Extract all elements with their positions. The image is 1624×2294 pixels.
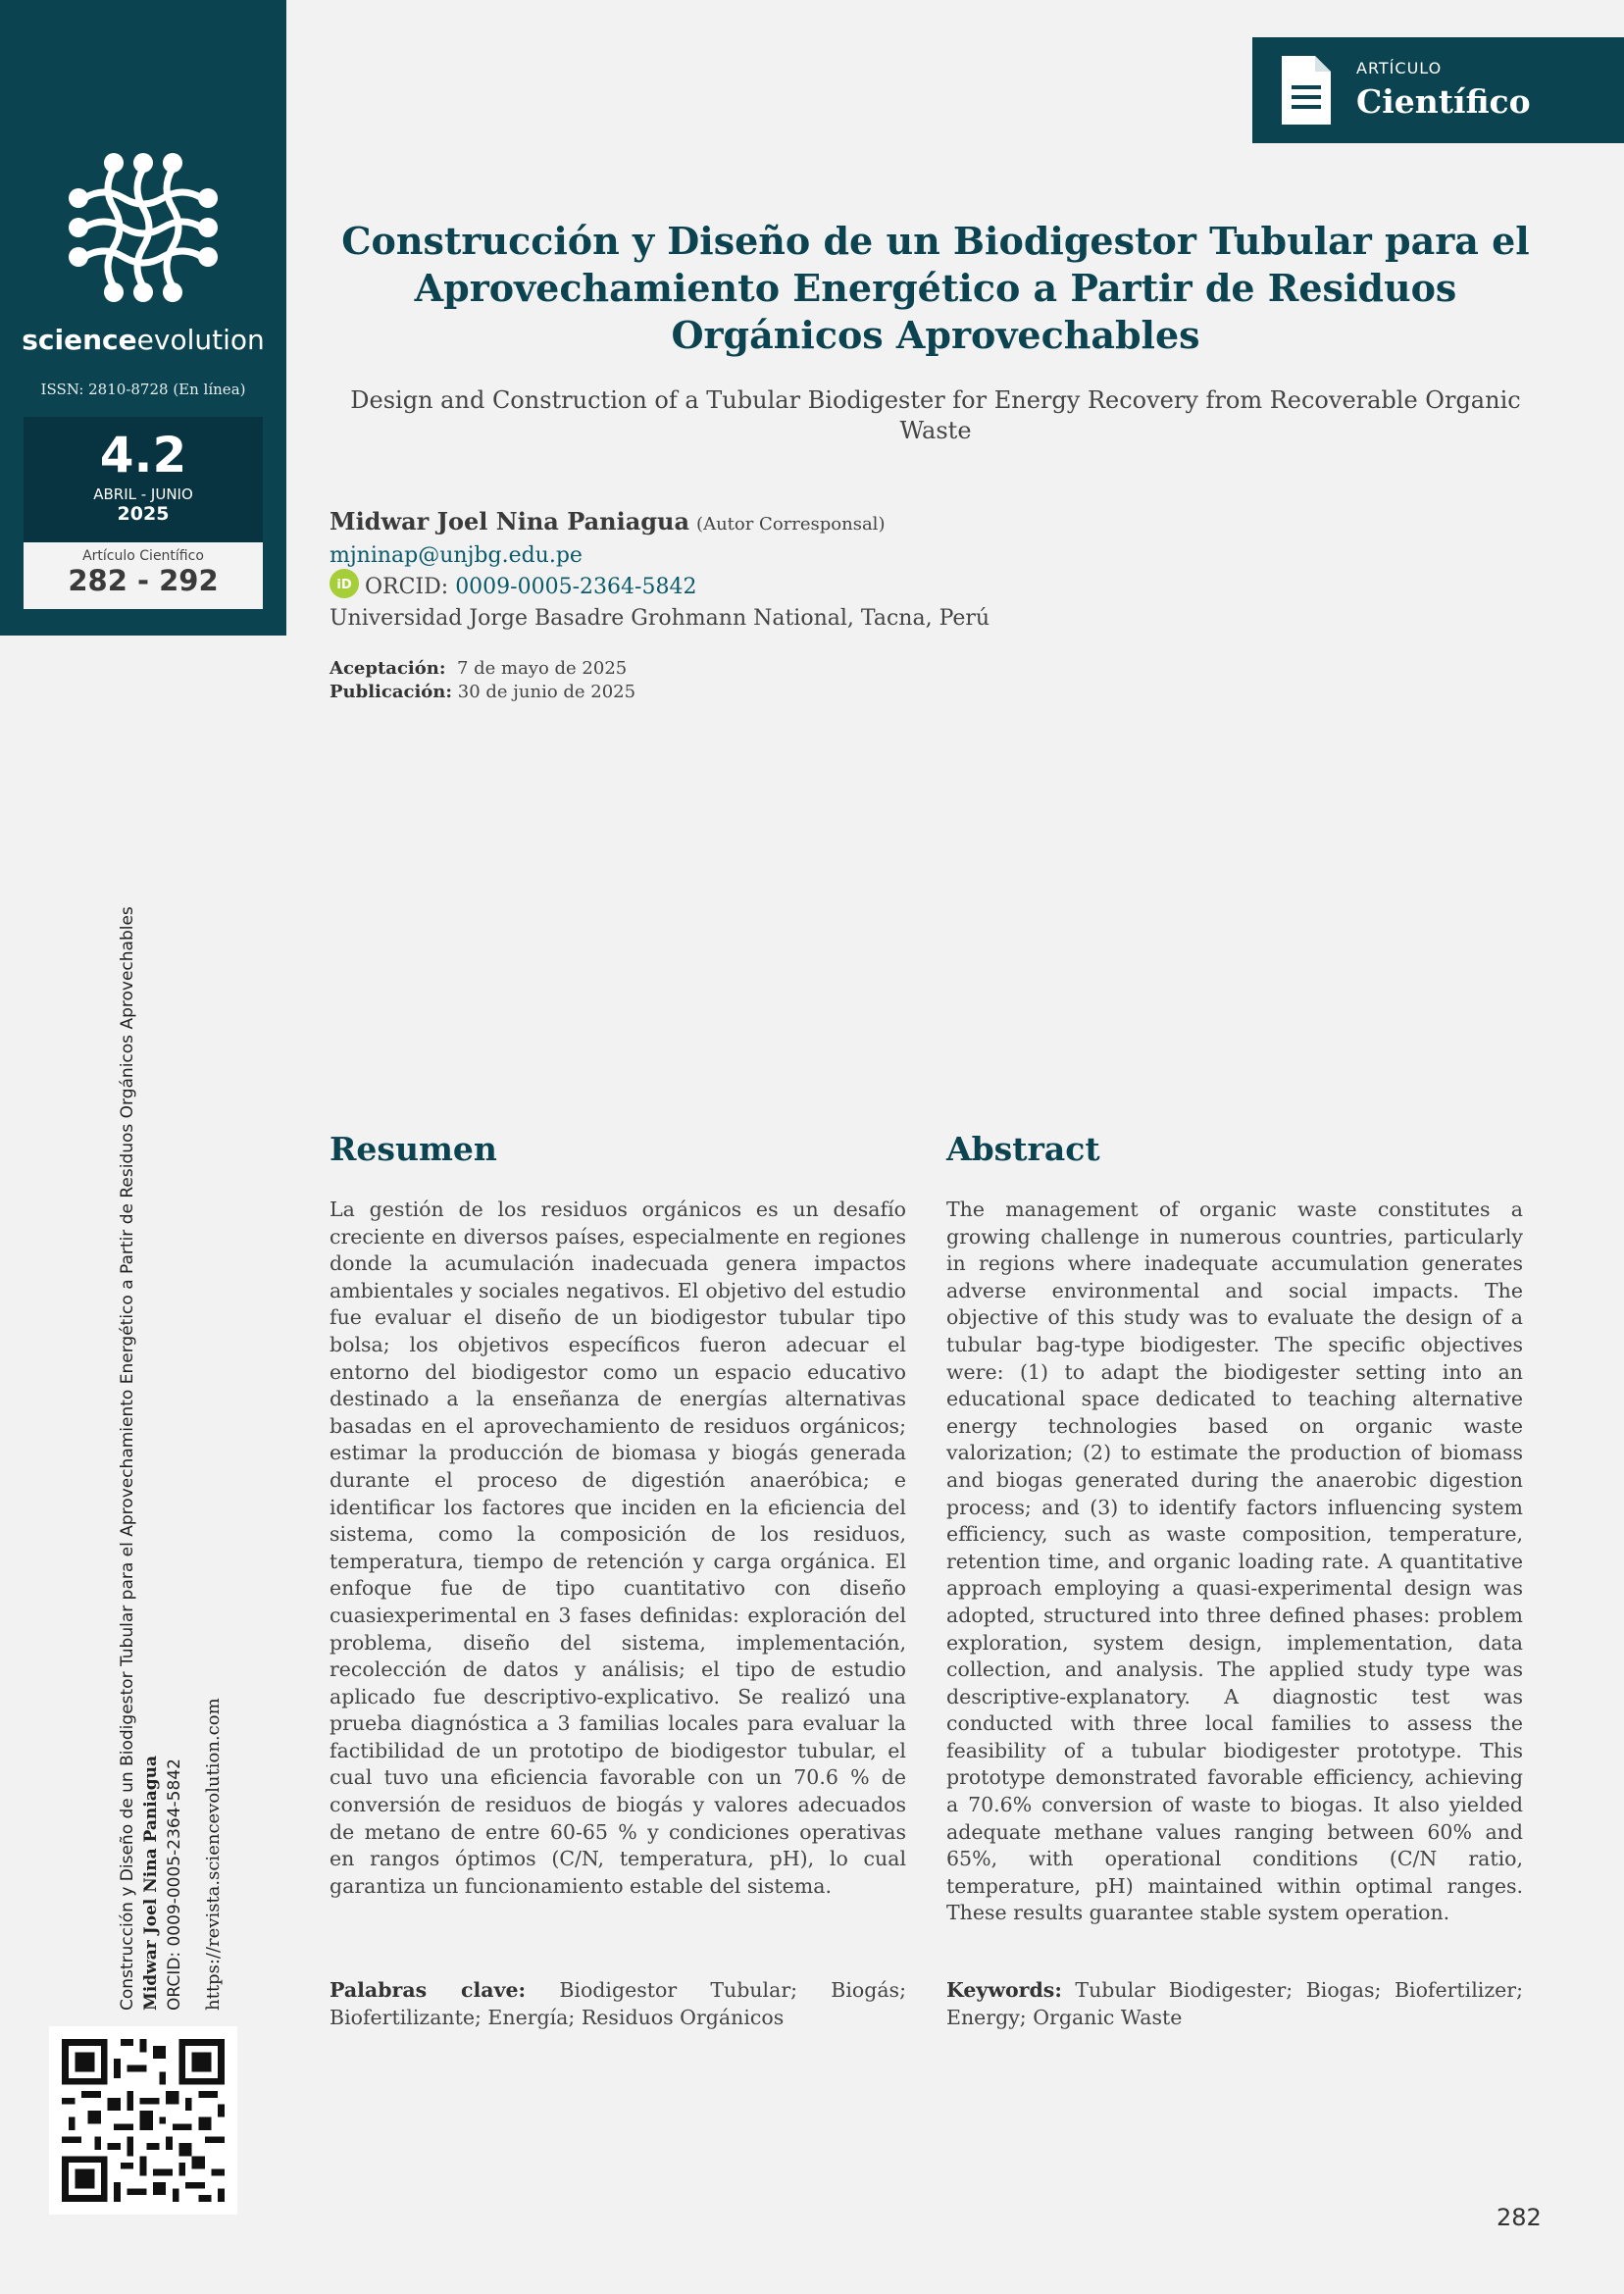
abstract-keywords-label: Keywords:: [946, 1978, 1062, 2002]
issn-label: ISSN: 2810-8728 (En línea): [40, 381, 246, 398]
author-block: [330, 506, 990, 635]
vertical-title: Construcción y Diseño de un Biodigestor Tubular para el Aprovechamiento Energético a Partir de Residuos Orgánicos Aprovechables: [118, 906, 137, 2011]
page-number: 282: [1497, 2204, 1542, 2231]
orcid-label: ORCID:: [365, 575, 449, 599]
journal-name: [0, 324, 286, 356]
acceptance-line: [330, 657, 635, 681]
journal-logo-icon: [63, 147, 224, 308]
resumen-keywords: [330, 1977, 906, 2031]
pages-range: 282 - 292: [68, 564, 219, 597]
author-email-link[interactable]: mjninap@unjbg.edu.pe: [330, 543, 583, 568]
article-type-label: Artículo Científico: [82, 548, 204, 564]
document-icon: [1280, 54, 1333, 127]
abstract-text: The management of organic waste constitutes a growing challenge in numerous countries, particularly in regions where inadequate accumulation generates adverse environmental and social impacts. The objective of this study was to evaluate the design of a tubular bag-type biodigester. The specific objectives were: (1) to adapt the biodigester setting into an educational space dedicated to teaching alternative energy technologies based on organic waste valorization; (2) to estimate the production of biomass and biogas generated during the anaerobic digestion process; and (3) to identify factors influencing system efficiency, such as waste composition, temperature, retention time, and organic loading rate. A quantitative approach employing a quasi-experimental design was adopted, structured into three defined phases: problem exploration, system design, implementation, data collection, and analysis. The applied study type was descriptive-explanatory. A diagnostic test was conducted with three local families to assess the feasibility of a tubular biodigester prototype. This prototype demonstrated favorable efficiency, achieving a 70.6% conversion of waste to biogas. It also yielded adequate methane values ranging between 60% and 65%, with operational conditions (C/N ratio, temperature, pH) maintained within optimal ranges. These results guarantee stable system operation.: [946, 1198, 1523, 1925]
orcid-icon[interactable]: [330, 569, 359, 598]
acceptance-date: 7 de mayo de 2025: [456, 658, 628, 679]
badge-small-text: ARTÍCULO: [1356, 59, 1443, 77]
svg-text:iD: iD: [336, 578, 352, 592]
orcid-line: [330, 572, 990, 603]
article-title: Construcción y Diseño de un Biodigestor Tubular para el Aprovechamiento Energético a Partir de Residuos Orgánicos Aprovechables: [341, 219, 1530, 357]
article-subtitle: Design and Construction of a Tubular Biodigester for Energy Recovery from Recoverable Organic Waste: [350, 386, 1521, 444]
vertical-author: Midwar Joel Nina Paniagua: [141, 1756, 161, 2011]
publication-line: [330, 681, 635, 704]
resumen-keywords-value: Biodigestor Tubular; Biogás; Biofertilizante; Energía; Residuos Orgánicos: [330, 1978, 906, 2029]
journal-url-link[interactable]: https://revista.sciencevolution.com: [203, 1698, 224, 2011]
publication-date: 30 de junio de 2025: [457, 682, 636, 702]
author-name: Midwar Joel Nina Paniagua: [330, 507, 690, 535]
author-line: [330, 506, 990, 540]
vertical-orcid: ORCID: 0009-0005-2364-5842: [165, 1759, 184, 2011]
resumen-text: La gestión de los residuos orgánicos es un desafío creciente en diversos países, especialmente en regiones donde la acumulación inadecuada genera impactos ambientales y sociales negativos. El objetivo del estudio fue evaluar el diseño de un biodigestor tubular tipo bolsa; los objetivos específicos fueron adecuar el entorno del biodigestor como un espacio educativo destinado a la enseñanza de energías alternativas basadas en el aprovechamiento de residuos orgánicos; estimar la producción de biomasa y biogás generada durante el proceso de digestión anaeróbica; e identificar los factores que inciden en la eficiencia del sistema, como la composición de los residuos, temperatura, tiempo de retención y carga orgánica. El enfoque fue de tipo cuantitativo con diseño cuasiexperimental en 3 fases definidas: exploración del problema, diseño del sistema, implementación, recolección de datos y análisis; el tipo de estudio aplicado fue descriptivo-explicativo. Se realizó una prueba diagnóstica a 3 familias locales para evaluar la factibilidad de un prototipo de biodigestor tubular, el cual tuvo una eficiencia favorable con un 70.6 % de conversión de residuos de biogás y valores adecuados de metano de entre 60-65 % y condiciones operativas en rangos óptimos (C/N, temperatura, pH), lo cual garantiza un funcionamiento estable del sistema.: [330, 1198, 906, 1898]
pages-box: [24, 542, 263, 609]
volume-box: [24, 417, 263, 542]
journal-name-bold: science: [22, 324, 137, 356]
dates-block: [330, 657, 635, 704]
article-type-badge: [1252, 37, 1624, 143]
abstract-keywords: [946, 1977, 1523, 2031]
author-role: (Autor Corresponsal): [696, 514, 886, 535]
publication-label: Publicación:: [330, 682, 453, 702]
badge-big-text: Científico: [1356, 82, 1531, 121]
journal-sidebar: [0, 0, 286, 636]
volume-number: 4.2: [99, 427, 187, 484]
abstract-heading: Abstract: [946, 1130, 1100, 1168]
qr-code-icon: [49, 2026, 237, 2215]
resumen-heading: Resumen: [330, 1130, 497, 1168]
vertical-citation: [116, 906, 226, 2011]
volume-period: ABRIL - JUNIO: [93, 485, 193, 503]
author-affiliation: Universidad Jorge Basadre Grohmann National, Tacna, Perú: [330, 606, 990, 631]
resumen-keywords-label: Palabras clave:: [330, 1978, 527, 2002]
abstract-keywords-value: Tubular Biodigester; Biogas; Biofertilizer; Energy; Organic Waste: [946, 1978, 1523, 2029]
orcid-link[interactable]: 0009-0005-2364-5842: [455, 575, 697, 599]
acceptance-label: Aceptación:: [330, 658, 446, 679]
volume-year: 2025: [117, 503, 170, 525]
journal-name-regular: evolution: [136, 324, 265, 356]
